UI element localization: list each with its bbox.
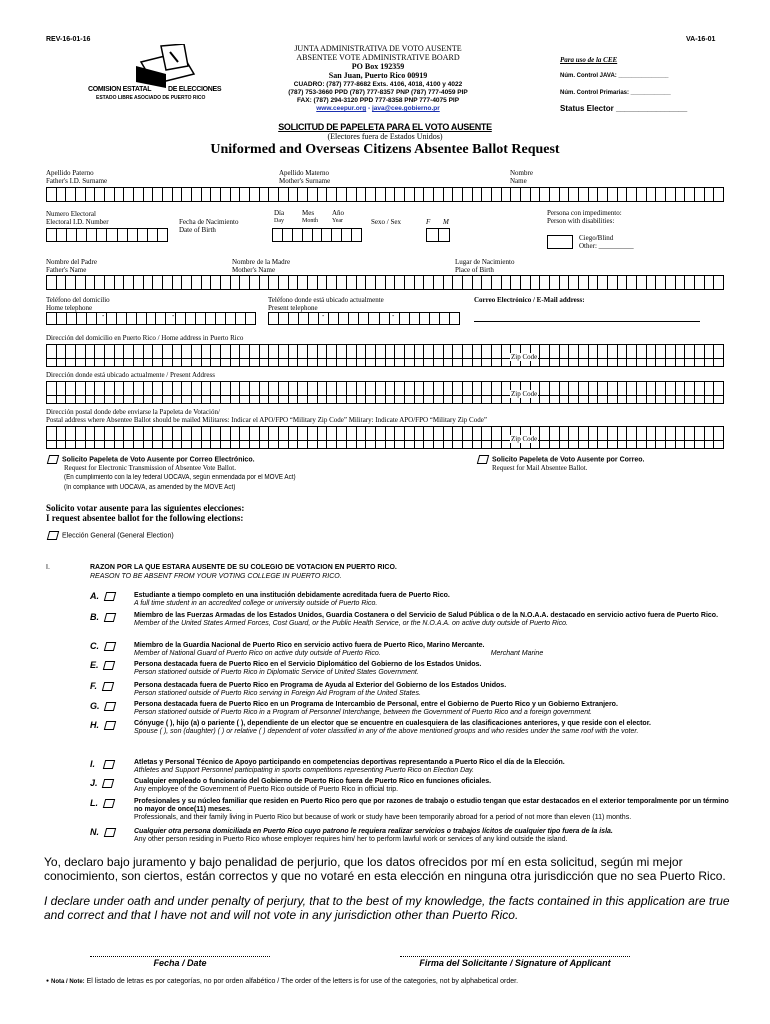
- reason-letter-g[interactable]: G.: [90, 701, 119, 711]
- female-label: F: [426, 218, 431, 226]
- phone-line-2: (787) 753-3660 PPD (787) 777-8357 PNP (787) 777-4059 PIP: [288, 89, 468, 96]
- home-phone-boxes[interactable]: [46, 312, 256, 325]
- checkbox-icon[interactable]: [102, 779, 114, 788]
- date-label: Fecha / Date: [153, 958, 207, 968]
- reason-letter-e[interactable]: E.: [90, 660, 118, 670]
- form-code: VA-16-01: [686, 36, 716, 43]
- checkbox-icon[interactable]: [103, 613, 115, 622]
- postal-address-label: Dirección postal donde debe enviarse la Papeleta de Votación/ Postal address where Absentee Ballot should be mailed Militares: Indicar el APO/FPO “Military Zip Code” Military: Indicate APO/FPO “Military Zip Code”: [46, 408, 487, 424]
- sex-label: Sexo / Sex: [371, 218, 401, 226]
- year-label: Año Year: [332, 209, 345, 224]
- cee-logo: [86, 44, 236, 104]
- postal-address-boxes-2[interactable]: [46, 441, 724, 449]
- checkbox-icon[interactable]: [103, 721, 115, 730]
- primaries-control-field[interactable]: Núm. Control Primarias: ____________: [560, 90, 671, 96]
- checkbox-icon[interactable]: [104, 702, 116, 711]
- reason-item-c: Miembro de la Guardia Nacional de Puerto Rico en servicio activo fuera de Puerto Rico, Marino Mercante. Member of National Guard of Puerto Rico on active duty outside of Puerto Rico. Merchant Marine: [134, 642, 544, 657]
- reason-item-g: Persona destacada fuera de Puerto Rico en un Programa de Intercambio de Personal, entre el Gobierno de Puerto Rico y un Gobierno Extranjero. Person stationed outside of Puerto Rico in a Program of Personnel Interchange, between the Government of Puerto Rico and a foreign government.: [134, 701, 618, 716]
- month-label: Mes Month: [302, 209, 319, 224]
- reason-heading-en: REASON TO BE ABSENT FROM YOUR VOTING COLLEGE IN PUERTO RICO.: [90, 573, 342, 580]
- blind-checkbox[interactable]: [547, 235, 573, 249]
- present-phone-label: Teléfono donde está ubicado actualmente Present telephone: [268, 296, 384, 312]
- mail-ballot-en: Request for Mail Absentee Ballot.: [492, 464, 588, 472]
- dob-label: Fecha de Nacimiento Date of Birth: [179, 218, 239, 234]
- section-roman-numeral: I.: [46, 564, 50, 571]
- cee-use-label: Para uso de la CEE: [560, 56, 618, 64]
- email-input-line[interactable]: [474, 321, 700, 322]
- mother-name-label: Nombre de la Madre Mother's Name: [232, 258, 291, 274]
- board-name-en: ABSENTEE VOTE ADMINISTRATIVE BOARD: [296, 53, 460, 62]
- phone-dash: -: [392, 313, 395, 320]
- electronic-ballot-option[interactable]: Solicito Papeleta de Voto Ausente por Correo Electrónico.: [48, 455, 255, 464]
- checkbox-icon[interactable]: [102, 760, 114, 769]
- reason-item-f: Persona destacada fuera de Puerto Rico en Programa de Ayuda al Exterior del Gobierno de los Estados Unidos. Person stationed outside of Puerto Rico serving in Foreign Aid Program of the United States.: [134, 682, 507, 697]
- bullet-icon: ●: [46, 978, 50, 984]
- reason-letter-a[interactable]: A.: [90, 591, 119, 601]
- checkbox-icon[interactable]: [103, 828, 115, 837]
- zip-code-label: Zip Code: [511, 435, 538, 443]
- checkbox-icon[interactable]: [102, 799, 114, 808]
- date-line[interactable]: [90, 956, 270, 957]
- sex-boxes[interactable]: [426, 228, 450, 242]
- board-block: [258, 44, 498, 80]
- reason-letter-b[interactable]: B.: [90, 612, 119, 622]
- elections-heading: Solicito votar ausente para las siguientes elecciones: I request absentee ballot for the following elections:: [46, 503, 245, 523]
- email-link[interactable]: java@cee.gobierno.pr: [372, 105, 440, 112]
- board-name-es: JUNTA ADMINISTRATIVA DE VOTO AUSENTE: [294, 44, 462, 53]
- reason-letter-n[interactable]: N.: [90, 827, 119, 837]
- checkbox-icon[interactable]: [101, 682, 113, 691]
- subtitle-es: (Electores fuera de Estados Unidos): [327, 132, 443, 141]
- java-control-field[interactable]: Núm. Control JAVA: _______________: [560, 73, 669, 79]
- zip-code-label: Zip Code: [511, 353, 538, 361]
- reason-item-l: Profesionales y su núcleo familiar que residen en Puerto Rico pero que por razones de trabajo o estudio tengan que estar destacados en el exterior temporalmente por un término no mayor de once(11) meses. Professionals, and their family living in Puerto Rico but because of work or study have been temporarily abroad for a period of not more than eleven (11) months.: [134, 798, 729, 821]
- uocava-en: (In compliance with UOCAVA, as amended by the MOVE Act): [64, 484, 236, 491]
- zip-code-label: Zip Code: [511, 390, 538, 398]
- present-address-label: Dirección donde está ubicado actualmente / Present Address: [46, 371, 215, 379]
- oath-en: I declare under oath and under penalty of perjury, that to the best of my knowledge, the facts contained in this application are true and correct and that I have not and will not vote in any jurisdiction other than Puerto Rico.: [44, 894, 730, 922]
- oath-es: Yo, declaro bajo juramento y bajo penalidad de perjurio, que los datos ofrecidos por mí en esta solicitud, según mi mejor conocimiento, son ciertos, están correctos y que no votaré en esta elección en ninguna otra jurisdicción que no sea Puerto Rico.: [44, 855, 726, 883]
- reason-letter-h[interactable]: H.: [90, 720, 119, 730]
- reason-item-n: Cualquier otra persona domiciliada en Puerto Rico cuyo patrono le requiera realizar servicios o trabajos lícitos de cualquier tipo fuera de la isla. Any other person residing in Puerto Rico whose employer requires him/ her to perform lawful work or services of any kind outside the island.: [134, 828, 613, 843]
- checkbox-icon[interactable]: [47, 455, 59, 464]
- email-label: Correo Electrónico / E-Mail address:: [474, 296, 585, 304]
- logo-text-2: ESTADO LIBRE ASOCIADO DE PUERTO RICO: [96, 95, 206, 101]
- electoral-number-label: Numero Electoral Electoral I.D. Number: [46, 210, 109, 226]
- day-label: Día Day: [274, 209, 285, 224]
- reason-item-j: Cualquier empleado o funcionario del Gobierno de Puerto Rico fuera de Puerto Rico en funciones oficiales. Any employee of the Government of Puerto Rico outside of Puerto Rico in official trip.: [134, 778, 492, 793]
- checkbox-icon[interactable]: [47, 531, 59, 540]
- reason-item-h: Cónyuge ( ), hijo (a) o pariente ( ), dependiente de un elector que se encuentre en cualesquiera de las clasificaciones anteriores, y que reside con el elector. Spouse ( ), son (daughter) ( ) or relative ( ) dependent of voter classified in any of the above mentioned groups and who resides under the same roof with the voter.: [134, 720, 651, 735]
- other-disability-field[interactable]: Other: __________: [579, 242, 634, 250]
- checkbox-icon[interactable]: [477, 455, 489, 464]
- blind-label: Ciego/Blind: [579, 234, 614, 242]
- title-en: Uniformed and Overseas Citizens Absentee Ballot Request: [210, 142, 560, 157]
- mail-ballot-option[interactable]: Solicito Papeleta de Voto Ausente por Correo.: [478, 455, 644, 464]
- signature-label: Firma del Solicitante / Signature of Applicant: [419, 958, 611, 968]
- checkbox-icon[interactable]: [103, 592, 115, 601]
- parents-boxes[interactable]: [46, 275, 724, 290]
- signature-line[interactable]: [400, 956, 630, 957]
- reason-item-e: Persona destacada fuera de Puerto Rico en el Servicio Diplomático del Gobierno de los Estados Unidos. Person stationed outside of Puerto Rico in Diplomatic Service of United States Government.: [134, 661, 482, 676]
- reason-letter-i[interactable]: I.: [90, 759, 118, 769]
- home-address-label: Dirección del domicilio en Puerto Rico / Home address in Puerto Rico: [46, 334, 244, 342]
- separator: -: [366, 105, 372, 112]
- uocava-es: (En cumplimiento con la ley federal UOCAVA, según enmendada por el MOVE Act): [64, 474, 296, 481]
- fax-line: FAX: (787) 294-3120 PPD 777-8358 PNP 777-4075 PIP: [296, 97, 460, 104]
- reason-letter-f[interactable]: F.: [90, 681, 117, 691]
- checkbox-icon[interactable]: [103, 642, 115, 651]
- reason-item-i: Atletas y Personal Técnico de Apoyo participando en competencias deportivas representando a Puerto Rico el día de la Elección. Athletes and Support Personnel participating in sports competitions representing Puerto Rico on Election Day.: [134, 759, 565, 774]
- male-label: M: [443, 218, 449, 226]
- reason-heading-es: RAZON POR LA QUE ESTARA AUSENTE DE SU COLEGIO DE VOTACION EN PUERTO RICO.: [90, 564, 397, 571]
- father-name-label: Nombre del Padre Father's Name: [46, 258, 97, 274]
- home-address-boxes-1[interactable]: [46, 344, 724, 359]
- website-link[interactable]: www.ceepur.org: [316, 105, 367, 112]
- logo-text-1b: DE ELECCIONES: [168, 86, 222, 93]
- logo-text-1: COMISION ESTATAL: [88, 86, 152, 93]
- phone-dash: -: [172, 313, 175, 320]
- phone-dash: -: [322, 313, 325, 320]
- contact-block: [258, 81, 498, 113]
- title-es: SOLICITUD DE PAPELETA PARA EL VOTO AUSENTE: [278, 122, 492, 132]
- father-surname-label: Apellido Paterno Father's I.D. Surname: [46, 169, 108, 185]
- disability-label: Persona con impedimento: Person with disabilities:: [547, 209, 622, 225]
- present-address-boxes-1[interactable]: [46, 381, 724, 396]
- po-box: PO Box 192359: [351, 62, 405, 71]
- mother-surname-label: Apellido Materno Mother's Surname: [279, 169, 331, 185]
- reason-letter-c[interactable]: C.: [90, 641, 119, 651]
- reason-item-b: Miembro de las Fuerzas Armadas de los Estados Unidos, Guardia Costanera o del Servicio de Salud Pública o de la N.O.A.A. destacado en servicio activo fuera de Puerto Rico. Member of the United States Armed Forces, Cost Guard, or the Public Health Service, or the N.O.A.A. on active duty outside of Puerto Rico.: [134, 612, 719, 627]
- dob-boxes[interactable]: [272, 228, 362, 242]
- reason-letter-j[interactable]: J.: [90, 778, 117, 788]
- general-election-option[interactable]: Elección General (General Election): [48, 531, 174, 540]
- reason-item-a: Estudiante a tiempo completo en una institución debidamente acreditada fuera de Puerto Rico. A full time student in an accredited college or university outside of Puerto Rico.: [134, 592, 450, 607]
- present-address-boxes-2[interactable]: [46, 396, 724, 404]
- birthplace-label: Lugar de Nacimiento Place of Birth: [455, 258, 515, 274]
- phone-line-1: CUADRO: (787) 777-8682 Exts. 4106, 4018, 4100 y 4022: [293, 81, 463, 88]
- name-label: Nombre Name: [510, 169, 533, 185]
- home-phone-label: Teléfono del domicilio Home telephone: [46, 296, 110, 312]
- phone-dash: -: [102, 313, 105, 320]
- postal-address-boxes-1[interactable]: [46, 426, 724, 441]
- footer-note: ● Nota / Note: El listado de letras es por categorías, no por orden alfabético / The order of the letters is for use of the categories, not by alphabetical order.: [46, 977, 519, 985]
- reason-letter-l[interactable]: L.: [90, 798, 118, 808]
- electronic-ballot-en: Request for Electronic Transmission of Absentee Vote Ballot.: [64, 464, 237, 472]
- city: San Juan, Puerto Rico 00919: [328, 71, 428, 80]
- revision-code: REV-16-01-16: [46, 36, 91, 43]
- electoral-number-boxes[interactable]: [46, 228, 168, 242]
- home-address-boxes-2[interactable]: [46, 359, 724, 367]
- present-phone-boxes[interactable]: [268, 312, 460, 325]
- elector-status-field[interactable]: Status Elector ________________: [560, 104, 688, 113]
- checkbox-icon[interactable]: [103, 661, 115, 670]
- name-boxes[interactable]: [46, 187, 724, 202]
